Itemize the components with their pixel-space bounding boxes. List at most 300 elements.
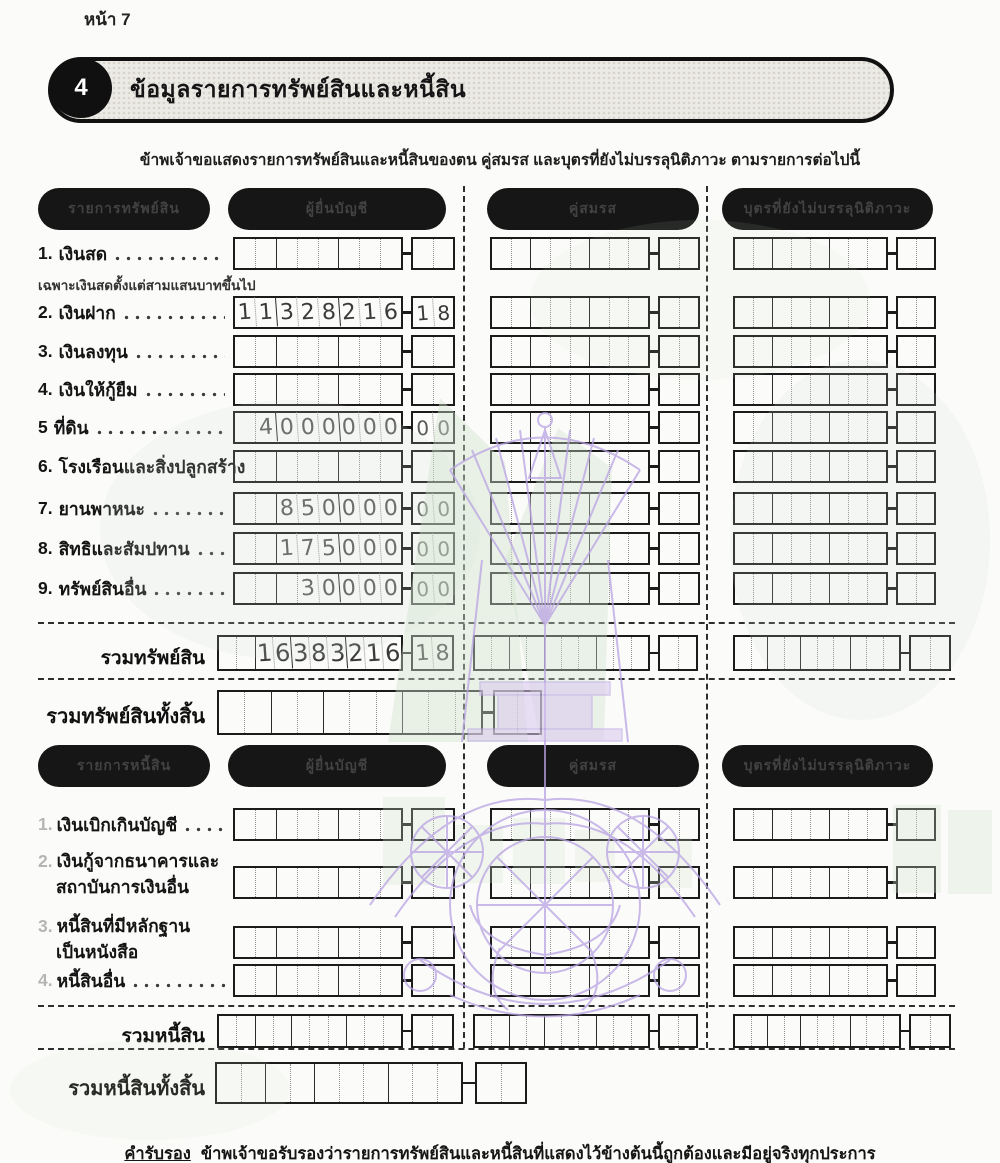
digit-cell xyxy=(590,337,610,366)
digit-cell xyxy=(272,692,298,733)
digit-cell xyxy=(610,413,630,442)
liability-row-2-label-number: 2. xyxy=(38,850,53,871)
liability-row-4-label-dotted-leader xyxy=(133,983,225,988)
liability-2-spouse-amount-box xyxy=(490,866,650,899)
digit-cell xyxy=(531,375,551,404)
liability-3-spouse-satang-box xyxy=(658,926,700,959)
digit-cell xyxy=(629,452,648,481)
asset-6-children-connector xyxy=(888,465,896,468)
digit-cell xyxy=(917,239,935,268)
digit-cell xyxy=(610,298,630,327)
digit-cell xyxy=(502,1064,526,1102)
digit-cell xyxy=(492,966,512,995)
column-header-liabilities-3: บุตรที่ยังไม่บรรลุนิติภาวะ xyxy=(722,745,933,787)
digit-cell: 2 xyxy=(346,636,366,669)
digit-cell xyxy=(571,534,591,563)
digit-cell xyxy=(629,337,648,366)
digit-cell xyxy=(298,810,319,839)
digit-cell xyxy=(475,637,492,669)
digit-cell xyxy=(492,413,512,442)
digit-cell xyxy=(319,375,340,404)
digit-cell xyxy=(315,1064,340,1102)
digit-cell: 0 xyxy=(318,493,341,523)
liability-4-declarant-amount-box xyxy=(233,964,403,997)
digit-cell xyxy=(931,637,950,669)
asset-row-5-label-text: ที่ดิน xyxy=(53,417,89,438)
digit-cell xyxy=(492,1016,509,1046)
digit-cell xyxy=(629,534,648,563)
asset-2-children-amount-box xyxy=(733,296,888,329)
column-separator-2 xyxy=(706,186,708,1048)
digit-cell xyxy=(518,692,540,733)
total-liabilities-label: รวมหนี้สิน xyxy=(121,1026,205,1047)
digit-cell xyxy=(735,810,754,839)
section-header-capsule xyxy=(48,57,894,123)
liability-3-spouse-amount-box xyxy=(490,926,650,959)
total-assets-declarant-connector xyxy=(403,652,411,655)
digit-cell xyxy=(531,810,551,839)
asset-8-declarant-amount-box xyxy=(233,532,403,565)
digit-cell xyxy=(849,239,868,268)
digit-cell xyxy=(610,494,630,523)
digit-cell: 0 xyxy=(338,533,361,563)
digit-cell xyxy=(830,810,849,839)
liability-row-4-label-number: 4. xyxy=(38,970,53,990)
digit-cell xyxy=(590,810,610,839)
total-liabilities-spouse-connector xyxy=(650,1030,658,1033)
digit-cell xyxy=(277,239,298,268)
digit-cell: 2 xyxy=(338,297,361,327)
digit-cell xyxy=(527,1016,544,1046)
digit-cell xyxy=(434,810,454,839)
digit-cell xyxy=(235,868,256,897)
digit-cell xyxy=(792,928,811,957)
digit-cell xyxy=(381,810,401,839)
digit-cell xyxy=(801,637,818,669)
digit-cell xyxy=(917,810,935,839)
digit-cell xyxy=(610,337,630,366)
asset-4-children-connector xyxy=(888,388,896,391)
digit-cell: 1 xyxy=(276,533,299,563)
digit-cell xyxy=(917,337,935,366)
digit-cell xyxy=(735,868,754,897)
digit-cell xyxy=(849,868,868,897)
digit-cell xyxy=(610,452,630,481)
digit-cell xyxy=(898,413,917,442)
digit-cell xyxy=(492,868,512,897)
digit-cell xyxy=(849,494,868,523)
digit-cell xyxy=(680,452,699,481)
digit-cell xyxy=(898,534,917,563)
asset-7-children-satang-box xyxy=(896,492,936,525)
digit-cell xyxy=(545,1016,562,1046)
digit-cell: 0 xyxy=(383,535,399,562)
digit-cell xyxy=(660,413,680,442)
asset-row-8-label xyxy=(38,532,225,565)
asset-1-children-connector xyxy=(888,252,896,255)
digit-cell: 3 xyxy=(276,297,299,327)
digit-cell xyxy=(571,337,591,366)
digit-cell xyxy=(660,868,680,897)
digit-cell xyxy=(660,375,680,404)
digit-cell xyxy=(413,239,434,268)
digit-cell xyxy=(660,298,680,327)
liability-row-4-label-text: หนี้สินอื่น xyxy=(56,970,126,991)
digit-cell xyxy=(754,413,773,442)
digit-cell xyxy=(571,574,591,603)
digit-cell: 8 xyxy=(309,636,329,669)
digit-cell: 5 xyxy=(297,493,320,523)
liability-4-children-amount-box xyxy=(733,964,888,997)
asset-row-9-label-text: ทรัพย์สินอื่น xyxy=(58,578,147,599)
column-header-assets-2: คู่สมรส xyxy=(487,188,699,230)
digit-cell xyxy=(256,337,277,366)
digit-cell xyxy=(629,810,648,839)
digit-cell xyxy=(571,375,591,404)
digit-cell xyxy=(884,1016,900,1046)
digit-cell xyxy=(531,494,551,523)
digit-cell xyxy=(811,452,830,481)
digit-cell: 7 xyxy=(297,533,320,563)
digit-cell xyxy=(614,1016,631,1046)
digit-cell xyxy=(360,239,381,268)
column-header-assets-1: ผู้ยื่นบัญชี xyxy=(228,188,446,230)
digit-cell xyxy=(256,452,277,481)
digit-cell xyxy=(298,375,319,404)
digit-cell xyxy=(792,298,811,327)
digit-cell xyxy=(277,574,298,603)
digit-cell xyxy=(735,928,754,957)
digit-cell xyxy=(531,966,551,995)
asset-7-spouse-connector xyxy=(650,507,658,510)
digit-cell xyxy=(235,375,256,404)
digit-cell xyxy=(735,1016,752,1046)
digit-cell xyxy=(898,494,917,523)
digit-cell xyxy=(256,810,277,839)
asset-7-children-amount-box xyxy=(733,492,888,525)
digit-cell xyxy=(735,337,754,366)
digit-cell: 3 xyxy=(328,636,348,669)
digit-cell xyxy=(660,337,680,366)
digit-cell xyxy=(868,452,886,481)
digit-cell xyxy=(492,239,512,268)
asset-2-children-connector xyxy=(888,311,896,314)
digit-cell xyxy=(868,494,886,523)
digit-cell xyxy=(256,574,277,603)
digit-cell xyxy=(660,494,680,523)
digit-cell xyxy=(579,1016,596,1046)
digit-cell xyxy=(597,637,614,669)
digit-cell xyxy=(629,928,648,957)
digit-cell xyxy=(849,966,868,995)
digit-cell xyxy=(792,494,811,523)
digit-cell xyxy=(512,239,532,268)
asset-8-spouse-satang-box xyxy=(658,532,700,565)
grand-total-liabilities-amount-box xyxy=(215,1062,463,1104)
liability-3-children-amount-box xyxy=(733,926,888,959)
asset-row-1-label-number: 1. xyxy=(38,243,53,263)
asset-row-8-label-dotted-leader xyxy=(198,551,225,556)
liability-1-children-satang-box xyxy=(896,808,936,841)
digit-cell xyxy=(413,375,434,404)
asset-8-declarant-connector xyxy=(403,547,411,550)
digit-cell xyxy=(830,928,849,957)
digit-cell xyxy=(277,375,298,404)
digit-cell xyxy=(868,810,886,839)
digit-cell xyxy=(917,534,935,563)
digit-cell xyxy=(350,692,376,733)
digit-cell xyxy=(360,337,381,366)
digit-cell xyxy=(551,534,571,563)
digit-cell xyxy=(545,637,562,669)
digit-cell xyxy=(868,868,886,897)
liability-row-3-label-text2: เป็นหนังสือ xyxy=(56,942,139,962)
digit-cell xyxy=(811,868,830,897)
digit-cell xyxy=(512,928,532,957)
asset-4-declarant-amount-box xyxy=(233,373,403,406)
asset-row-2-label-dotted-leader xyxy=(124,315,225,320)
liability-2-spouse-satang-box xyxy=(658,866,700,899)
asset-5-children-connector xyxy=(888,426,896,429)
digit-cell xyxy=(614,637,631,669)
asset-3-declarant-amount-box xyxy=(233,335,403,368)
asset-row-3-label-number: 3. xyxy=(38,341,53,361)
digit-cell xyxy=(792,534,811,563)
asset-row-4-label-text: เงินให้กู้ยืม xyxy=(58,379,138,400)
digit-cell xyxy=(245,692,271,733)
digit-cell xyxy=(660,574,680,603)
digit-cell xyxy=(898,810,917,839)
asset-5-declarant-satang-box xyxy=(411,411,455,444)
digit-cell xyxy=(811,966,830,995)
digit-cell xyxy=(773,928,792,957)
digit-cell xyxy=(917,494,935,523)
digit-cell xyxy=(590,413,610,442)
digit-cell xyxy=(492,534,512,563)
digit-cell xyxy=(531,534,551,563)
digit-cell xyxy=(811,534,830,563)
digit-cell xyxy=(811,239,830,268)
digit-cell xyxy=(811,928,830,957)
digit-cell xyxy=(219,637,237,669)
asset-4-spouse-connector xyxy=(650,388,658,391)
digit-cell xyxy=(324,692,350,733)
asset-row-4-label-dotted-leader xyxy=(146,392,225,397)
digit-cell: 0 xyxy=(412,573,434,603)
digit-cell xyxy=(360,810,381,839)
digit-cell xyxy=(867,637,884,669)
digit-cell xyxy=(768,637,785,669)
liability-3-declarant-connector xyxy=(403,941,411,944)
digit-cell xyxy=(291,1064,316,1102)
asset-1-declarant-satang-box xyxy=(411,237,455,270)
digit-cell xyxy=(360,375,381,404)
digit-cell xyxy=(492,452,512,481)
digit-cell xyxy=(256,534,277,563)
digit-cell: 4 xyxy=(255,412,278,442)
digit-cell xyxy=(571,928,591,957)
asset-5-spouse-amount-box xyxy=(490,411,650,444)
digit-cell xyxy=(867,1016,884,1046)
digit-cell xyxy=(531,868,551,897)
digit-cell xyxy=(551,928,571,957)
digit-cell: 8 xyxy=(276,493,299,523)
digit-cell xyxy=(811,574,830,603)
digit-cell xyxy=(590,452,610,481)
asset-8-children-amount-box xyxy=(733,532,888,565)
digit-cell xyxy=(830,239,849,268)
digit-cell xyxy=(768,1016,785,1046)
digit-cell xyxy=(754,928,773,957)
column-header-assets-3: บุตรที่ยังไม่บรรลุนิติภาวะ xyxy=(722,188,933,230)
asset-row-5-label-number: 5 xyxy=(38,417,48,437)
digit-cell xyxy=(433,1016,452,1046)
total-assets-children-amount-box xyxy=(733,635,901,671)
digit-cell xyxy=(898,574,917,603)
digit-cell xyxy=(811,375,830,404)
digit-cell xyxy=(868,298,886,327)
digit-cell xyxy=(754,239,773,268)
asset-3-declarant-satang-box xyxy=(411,335,455,368)
digit-cell xyxy=(680,966,699,995)
digit-cell xyxy=(319,966,340,995)
digit-cell xyxy=(917,868,935,897)
digit-cell xyxy=(403,692,429,733)
digit-cell xyxy=(571,810,591,839)
digit-cell xyxy=(834,637,851,669)
digit-cell xyxy=(590,239,610,268)
digit-cell xyxy=(339,868,360,897)
asset-4-children-satang-box xyxy=(896,373,936,406)
digit-cell xyxy=(329,1016,347,1046)
liability-1-spouse-amount-box xyxy=(490,808,650,841)
digit-cell xyxy=(492,637,509,669)
asset-8-children-satang-box xyxy=(896,532,936,565)
digit-cell xyxy=(632,1016,648,1046)
digit-cell xyxy=(868,574,886,603)
digit-cell xyxy=(773,868,792,897)
asset-3-children-connector xyxy=(888,350,896,353)
digit-cell xyxy=(785,1016,802,1046)
liability-1-declarant-amount-box xyxy=(233,808,403,841)
digit-cell xyxy=(629,239,648,268)
digit-cell xyxy=(551,966,571,995)
digit-cell xyxy=(219,692,245,733)
asset-6-children-amount-box xyxy=(733,450,888,483)
digit-cell xyxy=(610,966,630,995)
digit-cell xyxy=(754,452,773,481)
total-assets-declarant-amount-box xyxy=(217,635,403,671)
asset-1-declarant-amount-box xyxy=(233,237,403,270)
digit-cell xyxy=(492,298,512,327)
liability-2-children-connector xyxy=(888,881,896,884)
asset-9-declarant-satang-box xyxy=(411,572,455,605)
liability-1-spouse-satang-box xyxy=(658,808,700,841)
digit-cell xyxy=(868,337,886,366)
digit-cell xyxy=(298,928,319,957)
digit-cell xyxy=(360,928,381,957)
digit-cell xyxy=(811,298,830,327)
digit-cell xyxy=(660,810,680,839)
digit-cell xyxy=(477,1064,502,1102)
total-liabilities-spouse-amount-box xyxy=(473,1014,650,1048)
digit-cell xyxy=(531,298,551,327)
digit-cell: 5 xyxy=(318,533,341,563)
digit-cell xyxy=(256,928,277,957)
digit-cell xyxy=(571,868,591,897)
asset-row-1-label xyxy=(38,237,225,270)
asset-row-2-label xyxy=(38,296,225,329)
digit-cell xyxy=(339,928,360,957)
asset-row-7-label-text: ยานพาหนะ xyxy=(58,498,145,519)
asset-9-spouse-connector xyxy=(650,587,658,590)
digit-cell xyxy=(256,966,277,995)
digit-cell xyxy=(792,810,811,839)
digit-cell xyxy=(610,810,630,839)
digit-cell xyxy=(512,452,532,481)
digit-cell xyxy=(298,239,319,268)
asset-5-children-amount-box xyxy=(733,411,888,444)
divider-above-total-liabilities xyxy=(38,1005,955,1007)
asset-6-spouse-satang-box xyxy=(658,450,700,483)
digit-cell xyxy=(917,413,935,442)
liability-1-declarant-satang-box xyxy=(411,808,455,841)
liability-4-children-satang-box xyxy=(896,964,936,997)
digit-cell xyxy=(792,337,811,366)
page-number-label: หน้า 7 xyxy=(84,10,131,29)
digit-cell xyxy=(590,534,610,563)
digit-cell xyxy=(495,692,518,733)
digit-cell xyxy=(830,375,849,404)
digit-cell xyxy=(235,452,256,481)
digit-cell xyxy=(629,574,648,603)
digit-cell: 0 xyxy=(412,412,434,442)
digit-cell xyxy=(868,928,886,957)
asset-row-1-label-text: เงินสด xyxy=(58,243,108,264)
digit-cell xyxy=(381,337,401,366)
digit-cell xyxy=(590,966,610,995)
asset-4-children-amount-box xyxy=(733,373,888,406)
digit-cell xyxy=(680,534,699,563)
liability-row-2-label-text2: สถาบันการเงินอื่น xyxy=(56,877,189,897)
digit-cell xyxy=(773,534,792,563)
digit-cell xyxy=(551,810,571,839)
digit-cell xyxy=(680,337,699,366)
digit-cell xyxy=(752,1016,769,1046)
asset-2-spouse-satang-box xyxy=(658,296,700,329)
asset-9-children-connector xyxy=(888,587,896,590)
digit-cell xyxy=(834,1016,851,1046)
digit-cell xyxy=(492,574,512,603)
digit-cell xyxy=(680,810,699,839)
asset-9-declarant-connector xyxy=(403,587,411,590)
digit-cell xyxy=(551,413,571,442)
digit-cell xyxy=(754,375,773,404)
digit-cell xyxy=(610,534,630,563)
digit-cell xyxy=(830,452,849,481)
digit-cell xyxy=(377,692,403,733)
asset-5-declarant-amount-box xyxy=(233,411,403,444)
digit-cell xyxy=(735,298,754,327)
digit-cell: 1 xyxy=(412,636,434,669)
digit-cell xyxy=(256,868,277,897)
digit-cell xyxy=(277,868,298,897)
digit-cell xyxy=(629,298,648,327)
liability-row-3-label xyxy=(38,913,225,965)
liability-3-children-connector xyxy=(888,941,896,944)
digit-cell xyxy=(754,966,773,995)
digit-cell xyxy=(830,494,849,523)
